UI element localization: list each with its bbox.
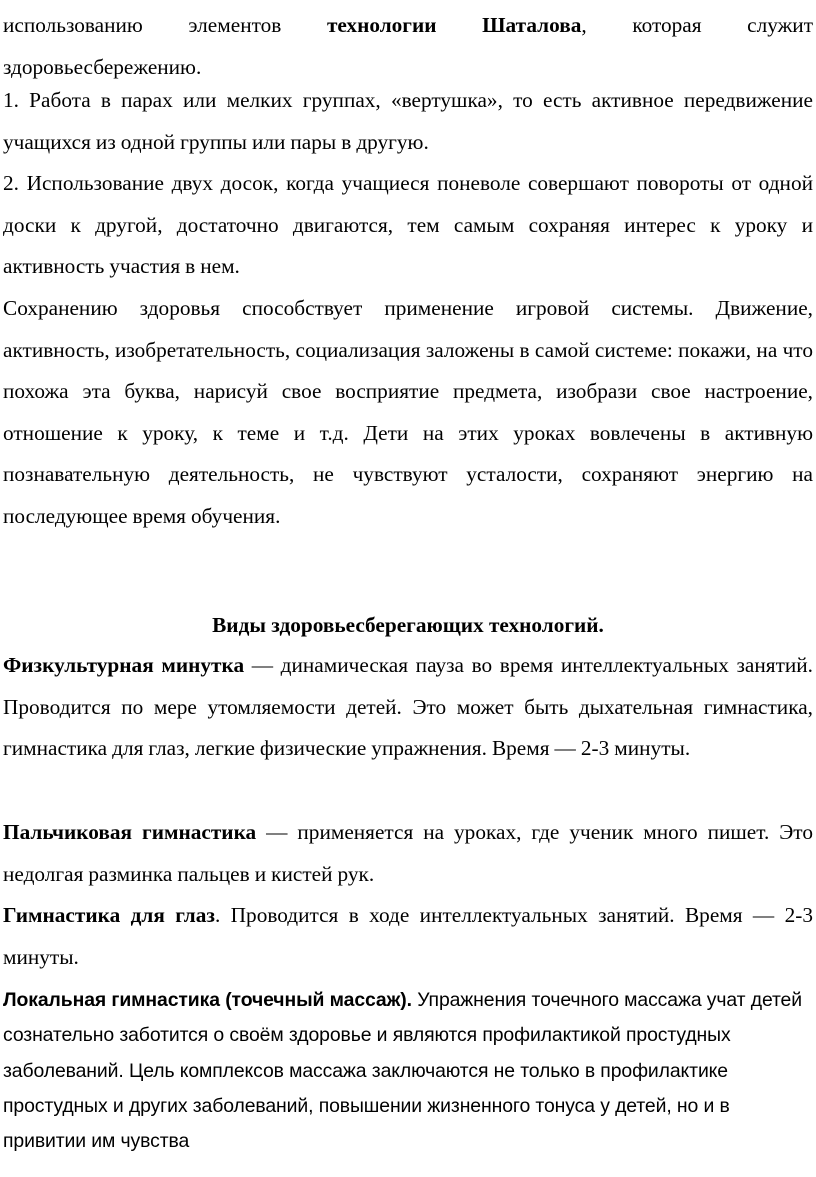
technology-item [3,645,813,770]
technology-item [3,812,813,895]
technology-item [3,895,813,978]
paragraph-two-boards: 2. Использование двух досок, когда учащиеся поневоле совершают повороты от одной доски к другой, достаточно двигаются, тем самым сохраняя интерес к уроку и активность участия в нем. [3,171,813,279]
paragraph-game-system: Сохранению здоровья способствует применение игровой системы. Движение, активность, изобретательность, социализация заложены в самой системе: покажи, на что похожа эта буква, нарисуй свое восприятие предмета, изобрази свое настроение, отношение к уроку, к теме и т.д. Дети на этих уроках вовлечены в активную познавательную деятельность, не чувствуют усталости, сохраняют энергию на последующее время обучения. [3,296,813,528]
paragraph-pair-work: 1. Работа в парах или мелких группах, «вертушка», то есть активное передвижение учащихся из одной группы или пары в другую. [3,88,813,154]
section-heading: Виды здоровьесберегающих технологий. [212,613,604,637]
technology-description: — применяется на уроках, где ученик много пишет. Это недолгая разминка пальцев и кистей рук. [3,820,813,886]
technology-term: Физкультурная минутка [3,653,245,677]
bold-term: технологии Шаталова [326,13,582,37]
technology-description: Упражнения точечного массажа учат детей сознательно заботится о своём здоровье и являются профилактикой простудных заболеваний. Цель комплексов массажа заключаются не только в профилактике простудных и других заболеваний, повышении жизненного тонуса у детей, но и в привитии им чувства [3,989,802,1153]
technology-term: Гимнастика для глаз [3,903,215,927]
technology-description: — динамическая пауза во время интеллектуальных занятий. Проводится по мере утомляемости детей. Это может быть дыхательная гимнастика, гимнастика для глаз, легкие физические упражнения. Время — 2-3 минуты. [3,653,813,761]
technology-item [3,983,813,1159]
paragraph-text: использованию элементов [3,13,327,37]
technology-description: . Проводится в ходе интеллектуальных занятий. Время — 2-3 минуты. [3,903,813,969]
paragraph-shatalov [3,5,813,88]
technology-term: Пальчиковая гимнастика [3,820,257,844]
paragraph-text: , которая служит здоровьесбережению. [3,13,813,79]
technology-term: Локальная гимнастика (точечный массаж). [3,989,412,1011]
